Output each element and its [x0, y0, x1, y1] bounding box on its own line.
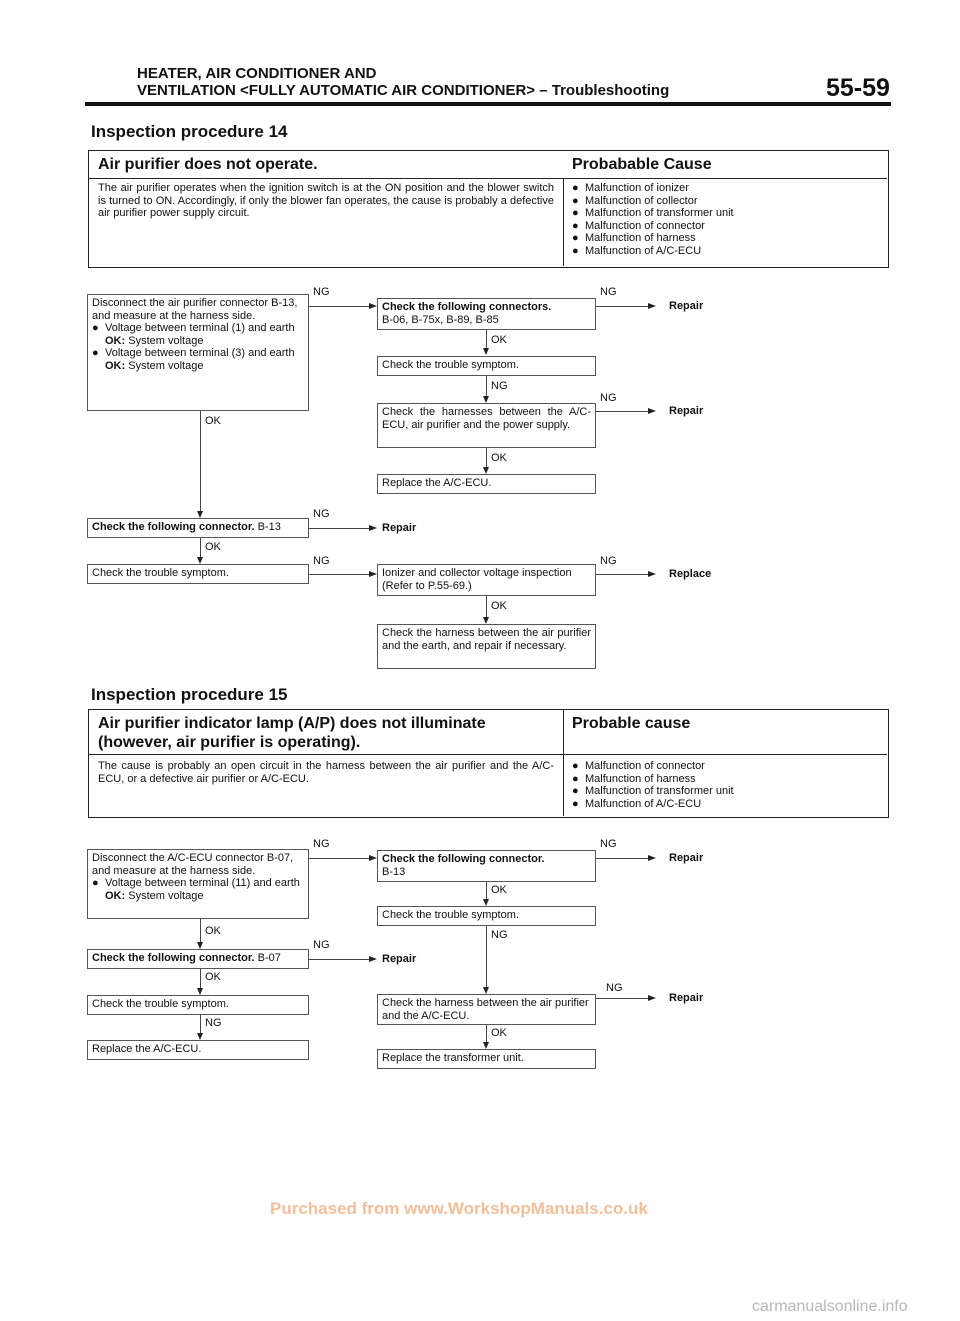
arrow-right-icon — [648, 303, 656, 309]
ng-label: NG — [600, 392, 617, 404]
flow14-line — [309, 306, 369, 307]
arrow-down-icon — [483, 899, 489, 906]
arrow-down-icon — [483, 1042, 489, 1049]
proc14-cause-list — [572, 182, 872, 257]
proc14-description: The air purifier operates when the ignition switch is at the ON position and the blower switch is turned to ON. Accordingly, if only the blower fan operates, the cause is probably a defective air purifier power supply circuit. — [98, 182, 554, 219]
arrow-right-icon — [648, 571, 656, 577]
arrow-down-icon — [483, 396, 489, 403]
site-watermark: carmanualsonline.info — [752, 1298, 908, 1315]
result-repair: Repair — [382, 522, 417, 534]
list-item: ● Malfunction of transformer unit — [572, 785, 734, 797]
header-rule — [85, 102, 891, 106]
arrow-down-icon — [197, 511, 203, 518]
ng-label: NG — [313, 838, 330, 850]
ok-label: OK — [205, 925, 221, 937]
flow14-box-trouble-symptom: Check the trouble symptom. — [377, 356, 596, 376]
list-item: ● Malfunction of A/C-ECU — [572, 797, 702, 810]
flow14-line — [596, 306, 648, 307]
flow14-line — [486, 596, 487, 617]
flow14-line — [309, 574, 369, 575]
header-title-line1: HEATER, AIR CONDITIONER AND — [137, 65, 377, 82]
result-repair: Repair — [669, 300, 704, 312]
proc15-cause-header: Probable cause — [572, 715, 691, 732]
proc15-symptom: Air purifier indicator lamp (A/P) does not illuminate (however, air purifier is operating). — [98, 715, 486, 751]
ng-label: NG — [313, 508, 330, 520]
flow15-line — [309, 959, 369, 960]
result-repair: Repair — [669, 405, 704, 417]
flow15-box-replace-ecu: Replace the A/C-ECU. — [87, 1040, 309, 1060]
flow15-line — [200, 1015, 201, 1033]
flow14-line — [486, 376, 487, 396]
ng-label: NG — [491, 380, 508, 392]
ok-label: OK — [491, 452, 507, 464]
proc15-cause-list — [572, 760, 872, 810]
proc14-cause-header: Probabable Cause — [572, 156, 712, 173]
flow14-line — [486, 448, 487, 467]
ng-label: NG — [600, 838, 617, 850]
list-item: ● Malfunction of connector — [572, 219, 705, 232]
list-item: ● Malfunction of collector — [572, 194, 698, 207]
list-item: ● Malfunction of harness — [572, 232, 696, 244]
ok-label: OK — [491, 1027, 507, 1039]
arrow-right-icon — [369, 525, 377, 531]
proc15-table-divider-v — [563, 710, 564, 816]
flow15-line — [200, 969, 201, 988]
result-replace: Replace — [669, 568, 712, 580]
proc14-symptom: Air purifier does not operate. — [98, 156, 318, 173]
result-repair: Repair — [669, 992, 704, 1004]
list-item: ● Malfunction of connector — [572, 760, 705, 772]
flow15-box-replace-transformer: Replace the transformer unit. — [377, 1049, 596, 1069]
list-item: ● Malfunction of A/C-ECU — [572, 244, 702, 257]
ng-label: NG — [491, 929, 508, 941]
arrow-down-icon — [197, 557, 203, 564]
ng-label: NG — [205, 1017, 222, 1029]
arrow-down-icon — [197, 988, 203, 995]
ok-label: OK — [205, 541, 221, 553]
flow15-box-disconnect: Disconnect the A/C-ECU connector B-07, and measure at the harness side. ● Voltage between terminal (11) and earth OK: System voltage — [87, 849, 309, 919]
ok-label: OK — [205, 971, 221, 983]
arrow-down-icon — [483, 467, 489, 474]
flow14-box-disconnect: Disconnect the air purifier connector B-13, and measure at the harness side. ● Voltage between terminal (1) and earth OK: System voltage ● Voltage between terminal (3) and earth OK: System voltage — [87, 294, 309, 411]
ng-label: NG — [600, 286, 617, 298]
arrow-down-icon — [197, 942, 203, 949]
list-item: ● Malfunction of harness — [572, 772, 696, 785]
flow14-box-check-harnesses: Check the harnesses between the A/C-ECU, air purifier and the power supply. — [377, 403, 596, 448]
arrow-right-icon — [648, 408, 656, 414]
arrow-right-icon — [369, 956, 377, 962]
arrow-right-icon — [369, 571, 377, 577]
flow15-box-check-connector-b07: Check the following connector. B-07 — [87, 949, 309, 969]
flow14-box-check-connectors: Check the following connectors. B-06, B-75x, B-89, B-85 — [377, 298, 596, 330]
ok-label: OK — [205, 415, 221, 427]
ok-label: OK — [491, 884, 507, 896]
flow14-line — [200, 538, 201, 557]
flow15-box-trouble-symptom: Check the trouble symptom. — [87, 995, 309, 1015]
list-item: ● Malfunction of transformer unit — [572, 207, 734, 219]
list-item: ● Malfunction of ionizer — [572, 182, 689, 194]
proc14-table-divider-h — [89, 178, 887, 179]
ng-label: NG — [600, 555, 617, 567]
flow14-box-replace-ecu: Replace the A/C-ECU. — [377, 474, 596, 494]
flow15-box-check-harness: Check the harness between the air purifier and the A/C-ECU. — [377, 994, 596, 1025]
flow15-box-trouble-symptom-2: Check the trouble symptom. — [377, 906, 596, 926]
purchase-watermark: Purchased from www.WorkshopManuals.co.uk — [270, 1199, 648, 1218]
ng-label: NG — [313, 939, 330, 951]
ok-label: OK — [491, 334, 507, 346]
proc14-table-divider-v — [563, 178, 564, 266]
flow15-line — [486, 882, 487, 899]
flow15-line — [596, 858, 648, 859]
proc15-table-divider-h — [89, 754, 887, 755]
proc15-description: The cause is probably an open circuit in the harness between the air purifier and the A/C-ECU, or a defective air purifier or A/C-ECU. — [98, 760, 554, 785]
ng-label: NG — [313, 555, 330, 567]
flow14-box-trouble-symptom-2: Check the trouble symptom. — [87, 564, 309, 584]
arrow-right-icon — [369, 855, 377, 861]
flow14-line — [309, 528, 369, 529]
arrow-right-icon — [648, 995, 656, 1001]
flow15-line — [486, 1025, 487, 1042]
flow14-box-check-earth-harness: Check the harness between the air purifier and the earth, and repair if necessary. — [377, 624, 596, 669]
arrow-down-icon — [483, 987, 489, 994]
flow15-line — [596, 998, 648, 999]
flow15-line — [486, 926, 487, 987]
proc15-heading: Inspection procedure 15 — [91, 685, 288, 704]
arrow-down-icon — [483, 348, 489, 355]
ok-label: OK — [491, 600, 507, 612]
proc15-table — [88, 709, 889, 818]
result-repair: Repair — [669, 852, 704, 864]
flow14-line — [486, 330, 487, 348]
flow14-box-check-connector-b13: Check the following connector. B-13 — [87, 518, 309, 538]
flow15-box-check-connector-b13: Check the following connector. B-13 — [377, 850, 596, 882]
flow14-line — [200, 411, 201, 511]
flow15-line — [200, 919, 201, 942]
flow15-line — [309, 858, 369, 859]
header-title-line2: VENTILATION <FULLY AUTOMATIC AIR CONDITIONER> – Troubleshooting — [137, 82, 670, 99]
ng-label: NG — [313, 286, 330, 298]
arrow-down-icon — [483, 617, 489, 624]
proc14-table — [88, 150, 889, 268]
arrow-right-icon — [369, 303, 377, 309]
flow14-line — [596, 411, 648, 412]
page-number: 55-59 — [826, 74, 890, 102]
arrow-right-icon — [648, 855, 656, 861]
flow14-line — [596, 574, 648, 575]
arrow-down-icon — [197, 1033, 203, 1040]
result-repair: Repair — [382, 953, 417, 965]
ng-label: NG — [606, 982, 623, 994]
proc14-heading: Inspection procedure 14 — [91, 122, 288, 141]
flow14-box-ionizer-inspection: Ionizer and collector voltage inspection (Refer to P.55-69.) — [377, 564, 596, 596]
